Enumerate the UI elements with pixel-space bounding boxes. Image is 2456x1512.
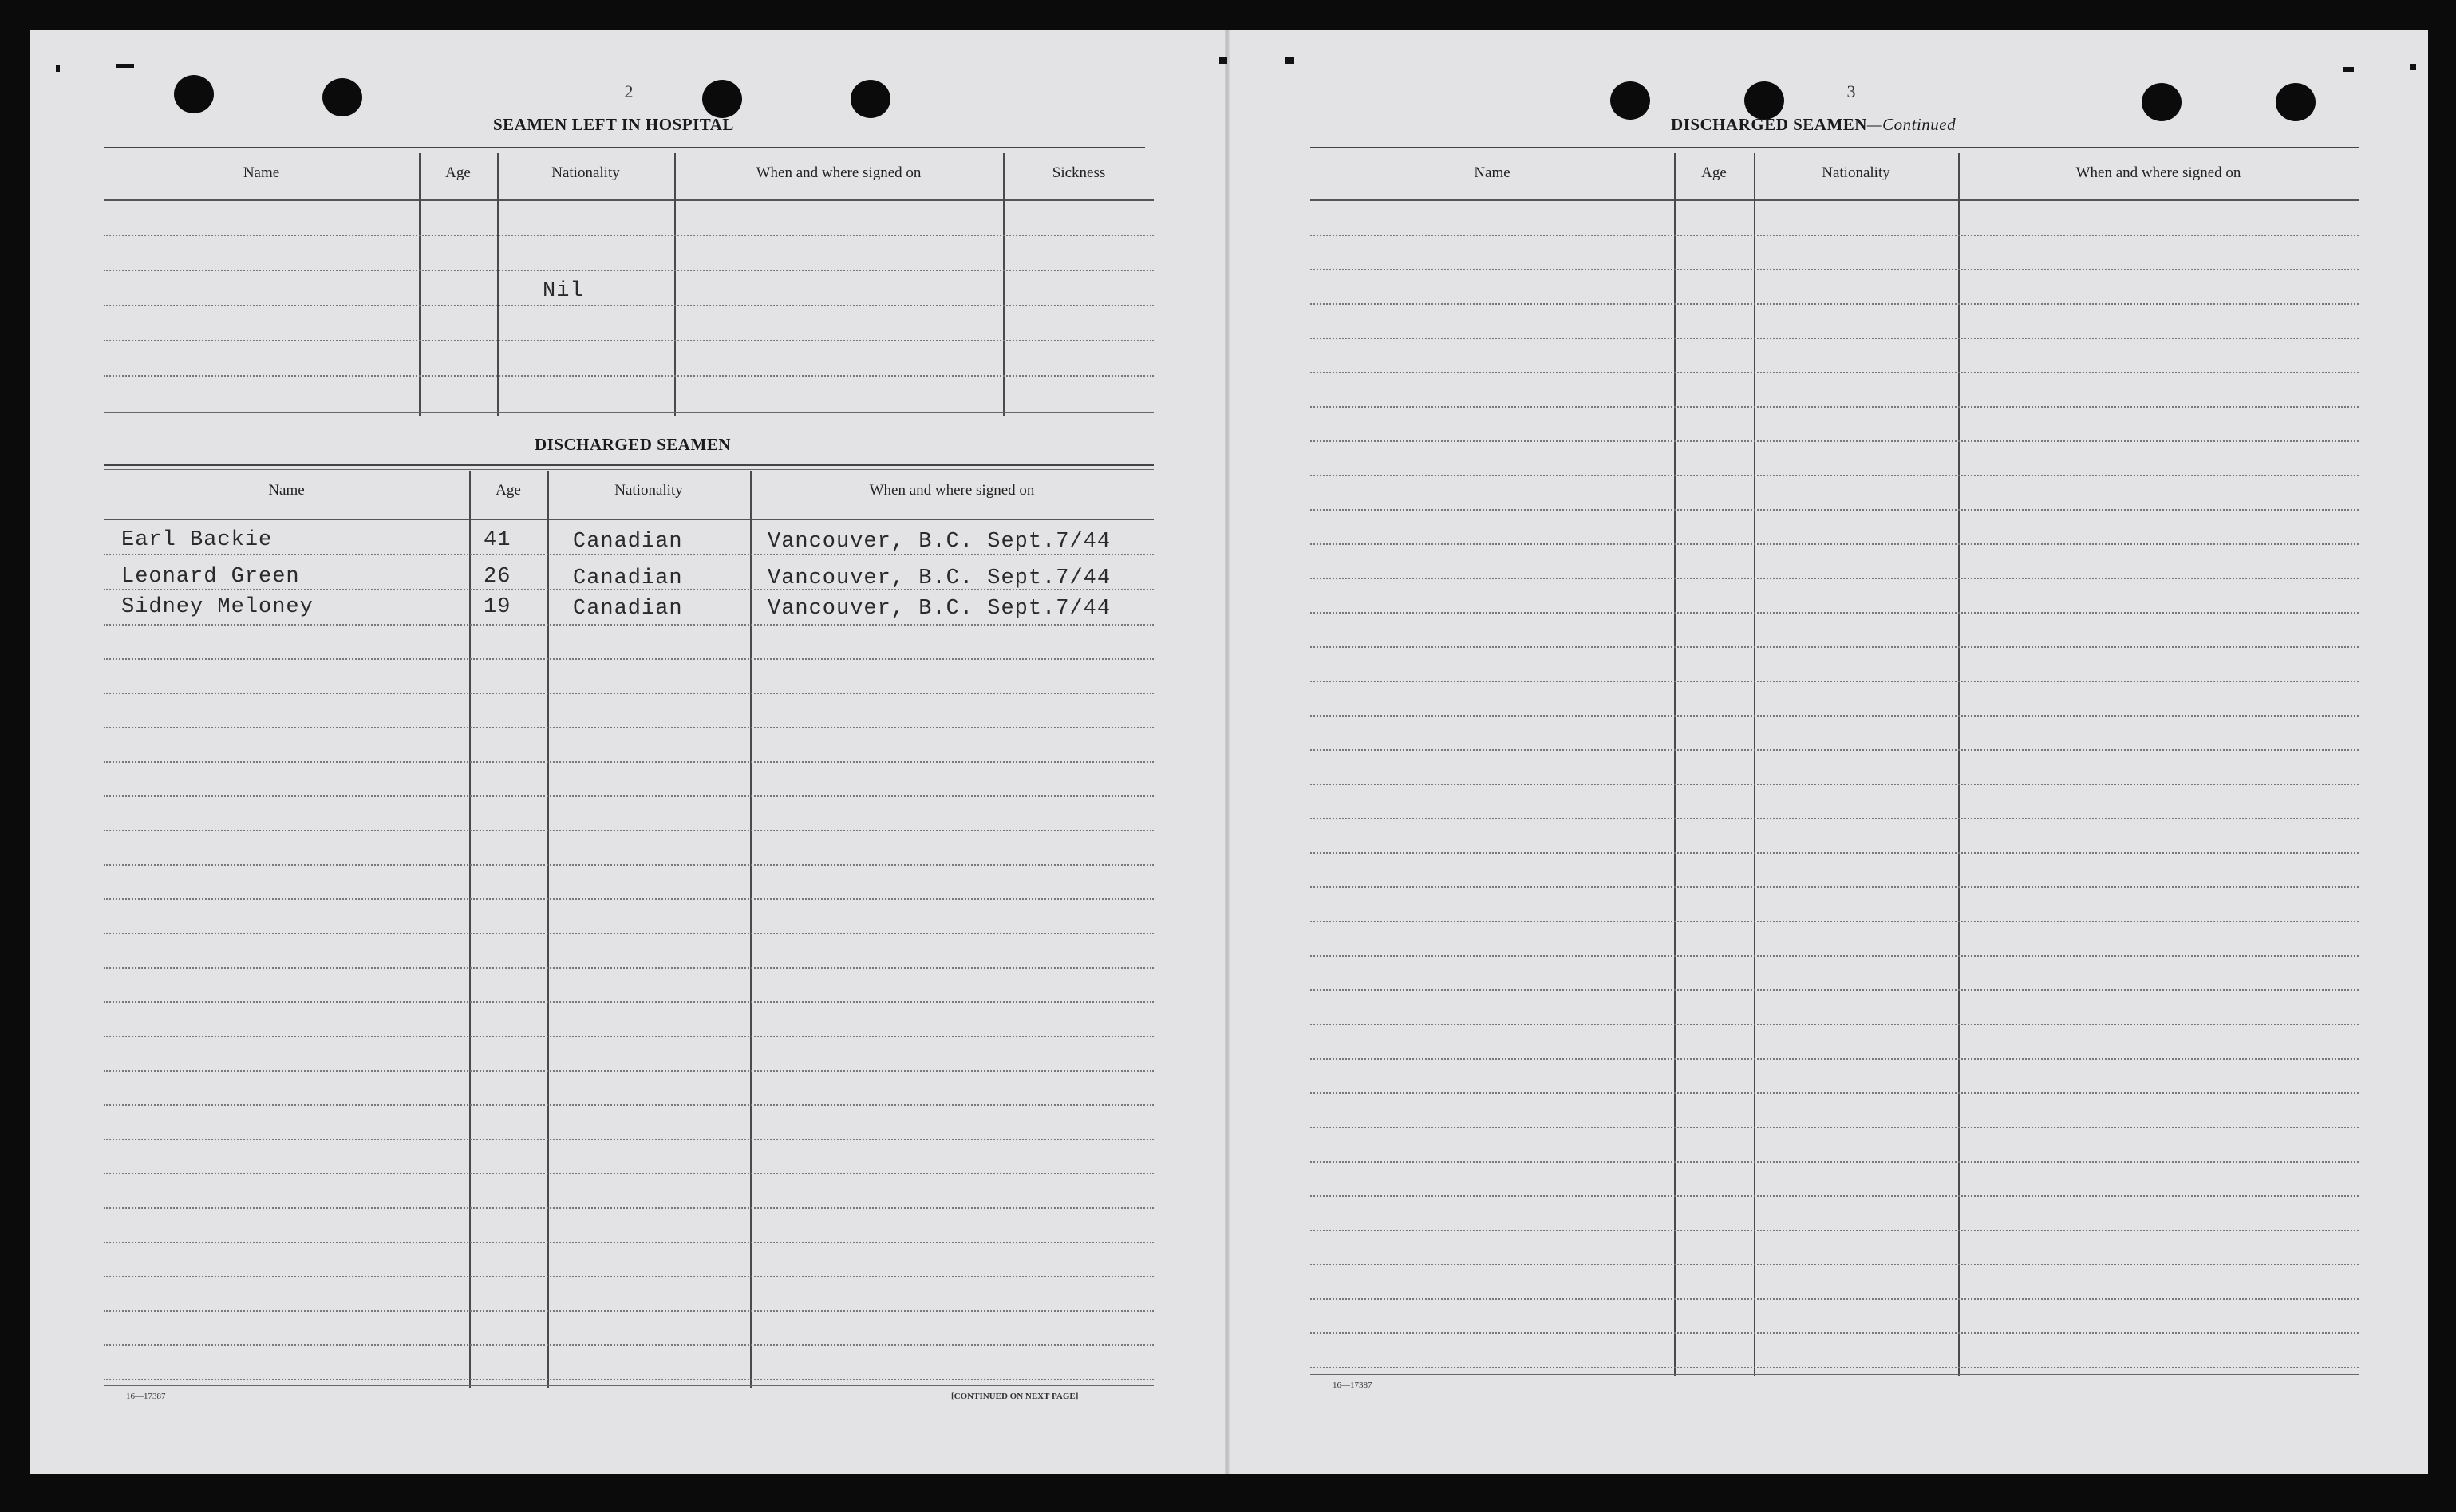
discharged-row-name: Leonard Green: [121, 565, 300, 589]
blank-row-line: [104, 967, 1154, 969]
column-header-sickness: Sickness: [1052, 164, 1106, 181]
discharged-row-nationality: Canadian: [573, 597, 683, 621]
column-header-signed-on: When and where signed on: [869, 482, 1035, 499]
scan-mark: [1219, 57, 1227, 64]
blank-row-line: [1310, 1161, 2359, 1163]
blank-row-line: [104, 1036, 1154, 1037]
blank-row-line: [104, 1070, 1154, 1072]
blank-row-line: [1310, 1092, 2359, 1094]
blank-row-line: [104, 761, 1154, 763]
page-number: 3: [1846, 81, 1856, 101]
blank-row-line: [1310, 715, 2359, 717]
title-main: DISCHARGED SEAMEN: [1671, 115, 1867, 134]
discharged-continued-title: [1671, 115, 1956, 135]
blank-row-line: [104, 1344, 1154, 1346]
blank-row-line: [104, 1242, 1154, 1243]
discharged-row-age: 41: [484, 528, 511, 552]
column-header-name: Name: [268, 482, 305, 499]
blank-row-line: [104, 1173, 1154, 1174]
blank-row-line: [1310, 578, 2359, 579]
discharged-row-nationality: Canadian: [573, 530, 683, 554]
blank-row-line: [1310, 818, 2359, 819]
blank-row-line: [1310, 1298, 2359, 1300]
blank-row-line: [1310, 235, 2359, 236]
blank-row-line: [104, 624, 1154, 626]
blank-row-line: [1310, 749, 2359, 751]
column-header-nationality: Nationality: [551, 164, 620, 181]
punch-hole: [702, 80, 742, 118]
column-header-age: Age: [445, 164, 471, 181]
blank-row-line: [1310, 646, 2359, 648]
column-header-nationality: Nationality: [1822, 164, 1890, 181]
discharged-row-signed-on: Vancouver, B.C. Sept.7/44: [768, 597, 1112, 621]
blank-row-line: [104, 693, 1154, 694]
discharged-row-name: Earl Backie: [121, 528, 273, 552]
blank-row-line: [104, 658, 1154, 660]
blank-row-line: [104, 1310, 1154, 1312]
discharged-row-nationality: Canadian: [573, 567, 683, 590]
blank-row-line: [1310, 269, 2359, 270]
discharged-row-signed-on: Vancouver, B.C. Sept.7/44: [768, 530, 1112, 554]
scan-mark: [56, 65, 60, 72]
column-header-signed-on: When and where signed on: [2075, 164, 2241, 181]
blank-row-line: [1310, 338, 2359, 339]
blank-row-line: [1310, 921, 2359, 922]
blank-row-line: [1310, 372, 2359, 373]
hospital-table: [104, 147, 1154, 418]
column-header-age: Age: [1701, 164, 1727, 181]
punch-hole: [174, 75, 214, 113]
blank-row-line: [1310, 989, 2359, 991]
page-number: 2: [624, 81, 634, 101]
punch-hole: [2142, 83, 2182, 121]
continued-note: [CONTINUED ON NEXT PAGE]: [951, 1392, 1079, 1401]
blank-row-line: [104, 898, 1154, 900]
blank-row-line: [104, 1207, 1154, 1209]
blank-row-line: [104, 1104, 1154, 1106]
hospital-nil-entry: Nil: [543, 279, 584, 303]
scan-mark: [1285, 57, 1294, 64]
binding-spine: [1225, 30, 1230, 1474]
blank-row-line: [1310, 1367, 2359, 1368]
blank-row-line: [1310, 406, 2359, 408]
scan-mark: [2343, 67, 2354, 72]
discharged-table: [104, 464, 1154, 1390]
blank-row-line: [1310, 784, 2359, 785]
discharged-row-age: 26: [484, 565, 511, 589]
blank-row-line: [1310, 440, 2359, 442]
punch-hole: [322, 78, 362, 116]
blank-row-line: [1310, 1127, 2359, 1128]
punch-hole: [851, 80, 890, 118]
punch-hole: [1744, 81, 1784, 120]
blank-row-line: [1310, 1230, 2359, 1231]
hospital-section-title: SEAMEN LEFT IN HOSPITAL: [493, 115, 734, 134]
blank-row-line: [1310, 955, 2359, 957]
blank-row-line: [104, 1001, 1154, 1003]
discharged-row-name: Sidney Meloney: [121, 595, 314, 619]
blank-row-line: [1310, 509, 2359, 511]
column-header-name: Name: [243, 164, 280, 181]
blank-row-line: [1310, 1195, 2359, 1197]
column-header-signed-on: When and where signed on: [756, 164, 922, 181]
blank-row-line: [104, 830, 1154, 831]
blank-row-line: [1310, 1264, 2359, 1265]
form-number: 16—17387: [126, 1392, 166, 1401]
column-header-name: Name: [1474, 164, 1510, 181]
blank-row-line: [1310, 475, 2359, 476]
column-header-nationality: Nationality: [614, 482, 683, 499]
blank-row-line: [1310, 1332, 2359, 1334]
blank-row-line: [1310, 1058, 2359, 1060]
column-header-age: Age: [496, 482, 521, 499]
blank-row-line: [1310, 852, 2359, 854]
blank-row-line: [104, 727, 1154, 728]
discharged-continued-table: [1310, 147, 2359, 1377]
scan-mark: [2410, 64, 2416, 70]
blank-row-line: [1310, 543, 2359, 545]
scan-mark: [116, 64, 134, 68]
title-continued: —Continued: [1866, 115, 1957, 134]
form-number: 16—17387: [1333, 1380, 1372, 1390]
blank-row-line: [1310, 886, 2359, 888]
discharged-row-age: 19: [484, 595, 511, 619]
blank-row-line: [104, 864, 1154, 866]
blank-row-line: [104, 1379, 1154, 1380]
blank-row-line: [104, 933, 1154, 934]
punch-hole: [1610, 81, 1650, 120]
discharged-row-signed-on: Vancouver, B.C. Sept.7/44: [768, 567, 1112, 590]
blank-row-line: [1310, 681, 2359, 682]
punch-hole: [2276, 83, 2316, 121]
blank-row-line: [104, 1139, 1154, 1140]
blank-row-line: [104, 795, 1154, 797]
blank-row-line: [104, 1276, 1154, 1277]
blank-row-line: [1310, 1024, 2359, 1025]
blank-row-line: [1310, 303, 2359, 305]
discharged-section-title: DISCHARGED SEAMEN: [535, 435, 731, 454]
blank-row-line: [1310, 612, 2359, 614]
